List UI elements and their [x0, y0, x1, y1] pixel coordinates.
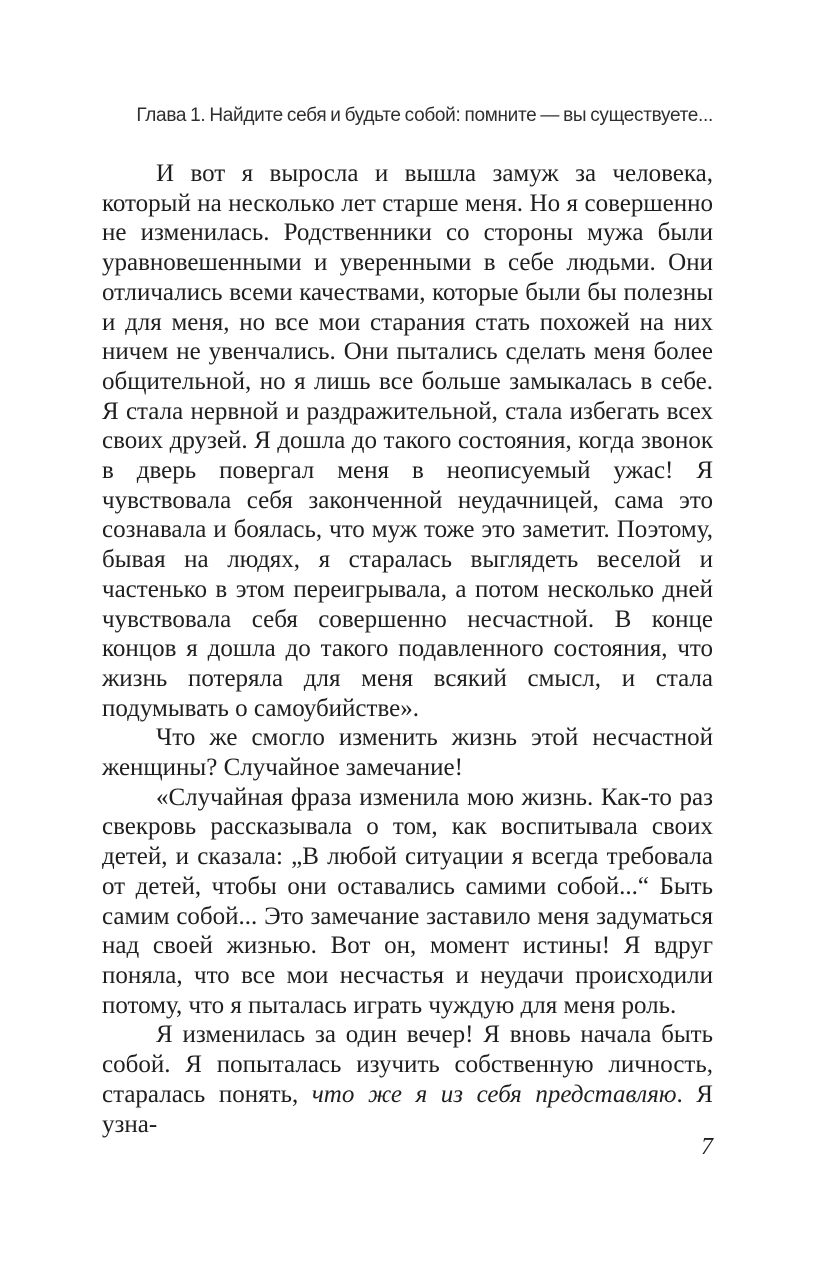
- paragraph-1: И вот я выросла и вышла замуж за человека, который на несколько лет старше меня. Но я совершенно не изменилась. Родственники со стороны мужа были уравновешенными и уверенными в себе людьми. Они отличались всеми качествами, которые были бы полезны и для меня, но все мои старания стать похожей на них ничем не увенчались. Они пытались сделать меня более общительной, но я лишь все больше замыкалась в себе. Я стала нервной и раздражительной, стала избегать всех своих друзей. Я дошла до такого состояния, когда звонок в дверь повергал меня в неописуемый ужас! Я чувствовала себя законченной неудачницей, сама это сознавала и боялась, что муж тоже это заметит. Поэтому, бывая на людях, я старалась выглядеть веселой и частенько в этом переигрывала, а потом несколько дней чувствовала себя совершенно несчастной. В конце концов я дошла до такого подавленного состояния, что жизнь потеряла для меня всякий смысл, и стала подумывать о самоубийстве».: [102, 160, 713, 722]
- paragraph-4-text-after: . Я узна-: [102, 1080, 713, 1138]
- page-number: 7: [701, 1134, 713, 1160]
- paragraph-2: Что же смогло изменить жизнь этой несчастной женщины? Случайное замечание!: [102, 724, 713, 782]
- paragraph-4: [102, 1020, 713, 1139]
- paragraph-3: «Случайная фраза изменила мою жизнь. Как-то раз свекровь рассказывала о том, как воспитывала своих детей, и сказала: „В любой ситуации я всегда требовала от детей, чтобы они оставались самими собой...“ Быть самим собой... Это замечание заставило меня задуматься над своей жизнью. Вот он, момент истины! Я вдруг поняла, что все мои несчастья и неудачи происходили потому, что я пыталась играть чуждую для меня роль.: [102, 783, 713, 1019]
- running-head: Глава 1. Найдите себя и будьте собой: помните — вы существуете...: [136, 105, 713, 126]
- paragraph-4-text-before: Я изменилась за один вечер! Я вновь начала быть собой. Я попыталась изучить собственную личность, старалась понять,: [102, 1021, 713, 1108]
- paragraph-4-italic-phrase: что же я из себя представляю: [311, 1080, 677, 1108]
- text-block: [102, 159, 713, 1139]
